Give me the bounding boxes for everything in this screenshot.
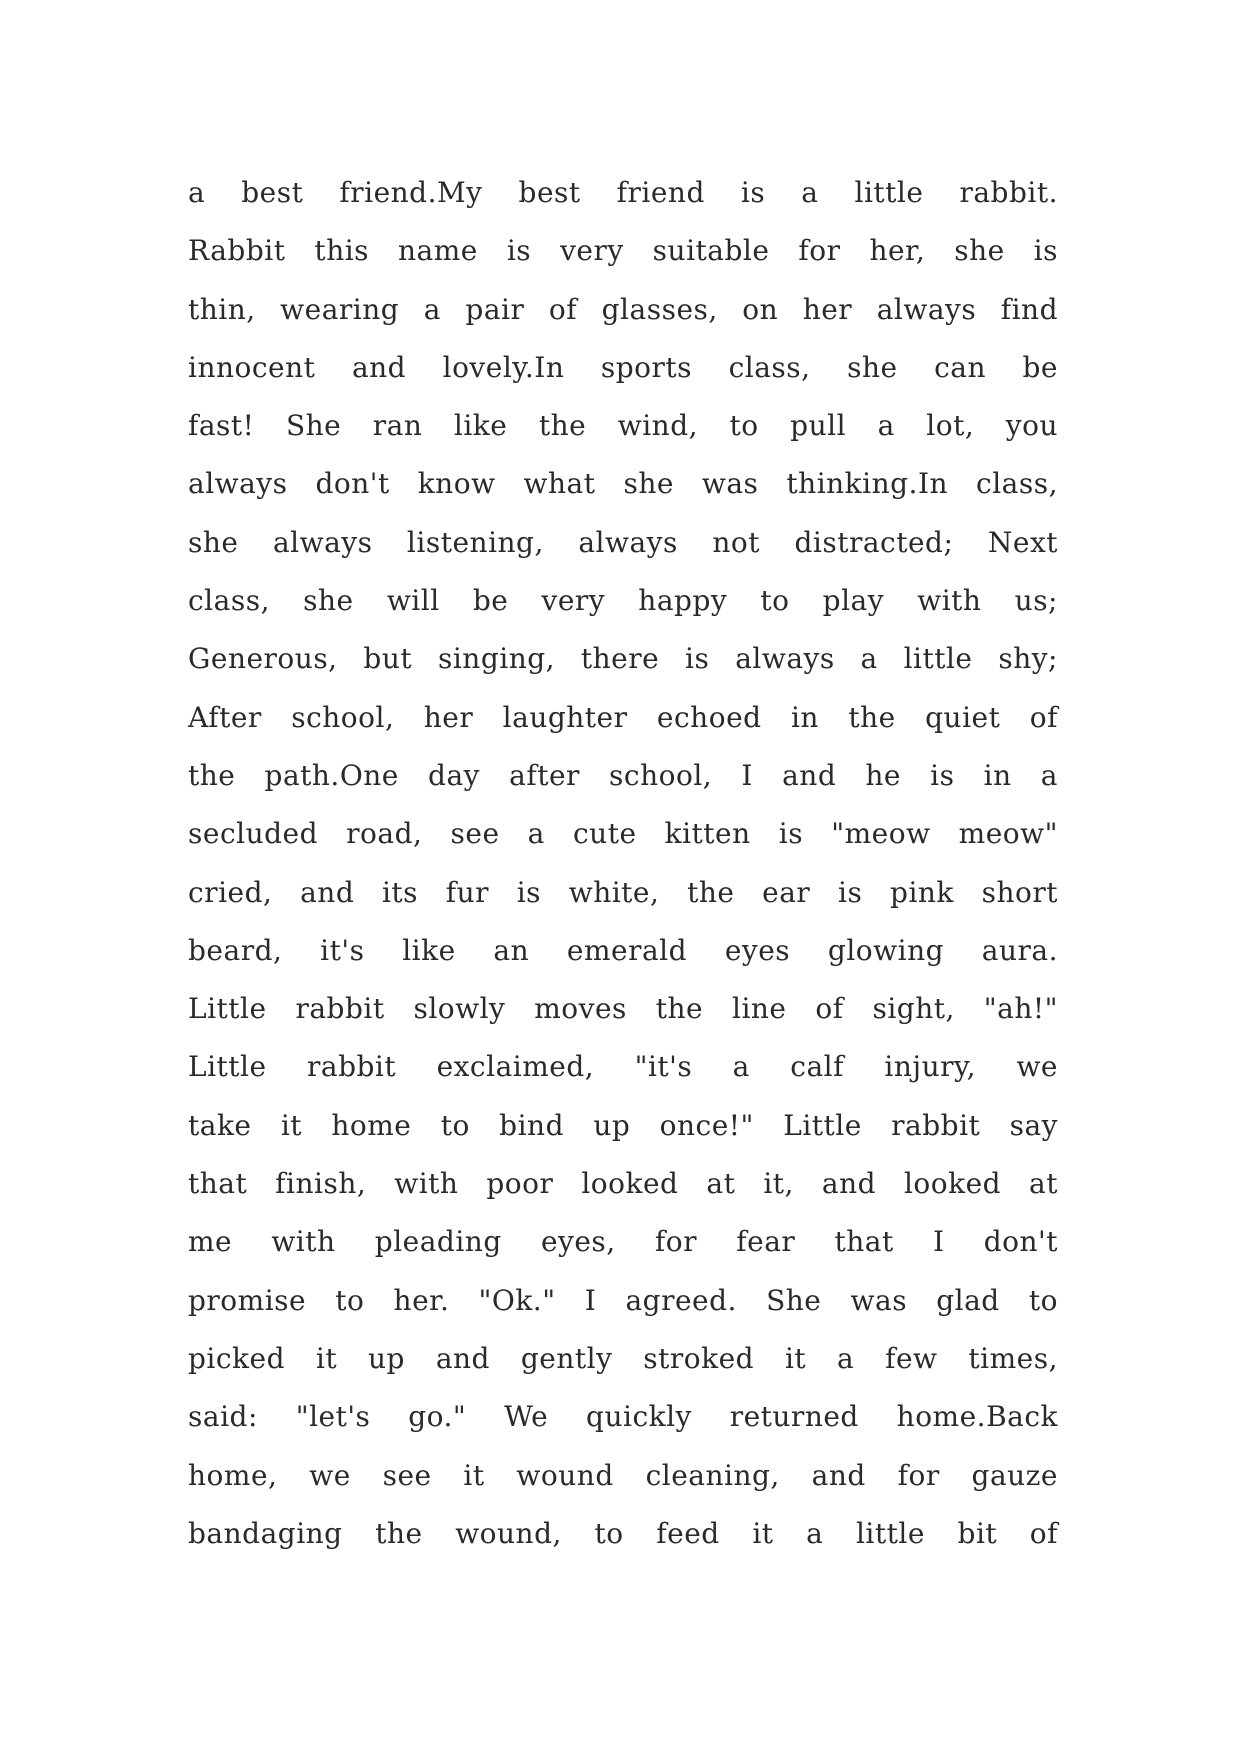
text-line: that finish, with poor looked at it, and looked at bbox=[188, 1167, 1058, 1201]
text-line: After school, her laughter echoed in the quiet of bbox=[188, 700, 1058, 734]
text-line: Generous, but singing, there is always a little shy; bbox=[188, 642, 1058, 676]
text-line: take it home to bind up once!" Little rabbit say bbox=[188, 1108, 1058, 1142]
body-text bbox=[188, 164, 1058, 1563]
text-line: fast! She ran like the wind, to pull a lot, you bbox=[188, 409, 1058, 443]
text-line: Little rabbit exclaimed, "it's a calf injury, we bbox=[188, 1050, 1058, 1084]
text-line: picked it up and gently stroked it a few times, bbox=[188, 1341, 1058, 1375]
text-line: secluded road, see a cute kitten is "meow meow" bbox=[188, 817, 1058, 851]
text-line: innocent and lovely.In sports class, she can be bbox=[188, 350, 1058, 384]
text-line: beard, it's like an emerald eyes glowing aura. bbox=[188, 933, 1058, 967]
text-line: the path.One day after school, I and he is in a bbox=[188, 758, 1058, 792]
text-line: Rabbit this name is very suitable for her, she is bbox=[188, 234, 1058, 268]
text-line: said: "let's go." We quickly returned home.Back bbox=[188, 1400, 1058, 1434]
text-line: a best friend.My best friend is a little rabbit. bbox=[188, 176, 1058, 209]
text-line: me with pleading eyes, for fear that I don't bbox=[188, 1225, 1058, 1259]
text-line: promise to her. "Ok." I agreed. She was glad to bbox=[188, 1283, 1058, 1317]
text-line: Little rabbit slowly moves the line of sight, "ah!" bbox=[188, 992, 1058, 1026]
text-line: thin, wearing a pair of glasses, on her always find bbox=[188, 292, 1058, 326]
text-line: cried, and its fur is white, the ear is pink short bbox=[188, 875, 1058, 909]
text-line: always don't know what she was thinking.In class, bbox=[188, 467, 1058, 501]
text-line: she always listening, always not distracted; Next bbox=[188, 525, 1058, 559]
text-line: class, she will be very happy to play with us; bbox=[188, 584, 1058, 618]
text-line: bandaging the wound, to feed it a little bit of bbox=[188, 1516, 1058, 1550]
text-line: home, we see it wound cleaning, and for gauze bbox=[188, 1458, 1058, 1492]
